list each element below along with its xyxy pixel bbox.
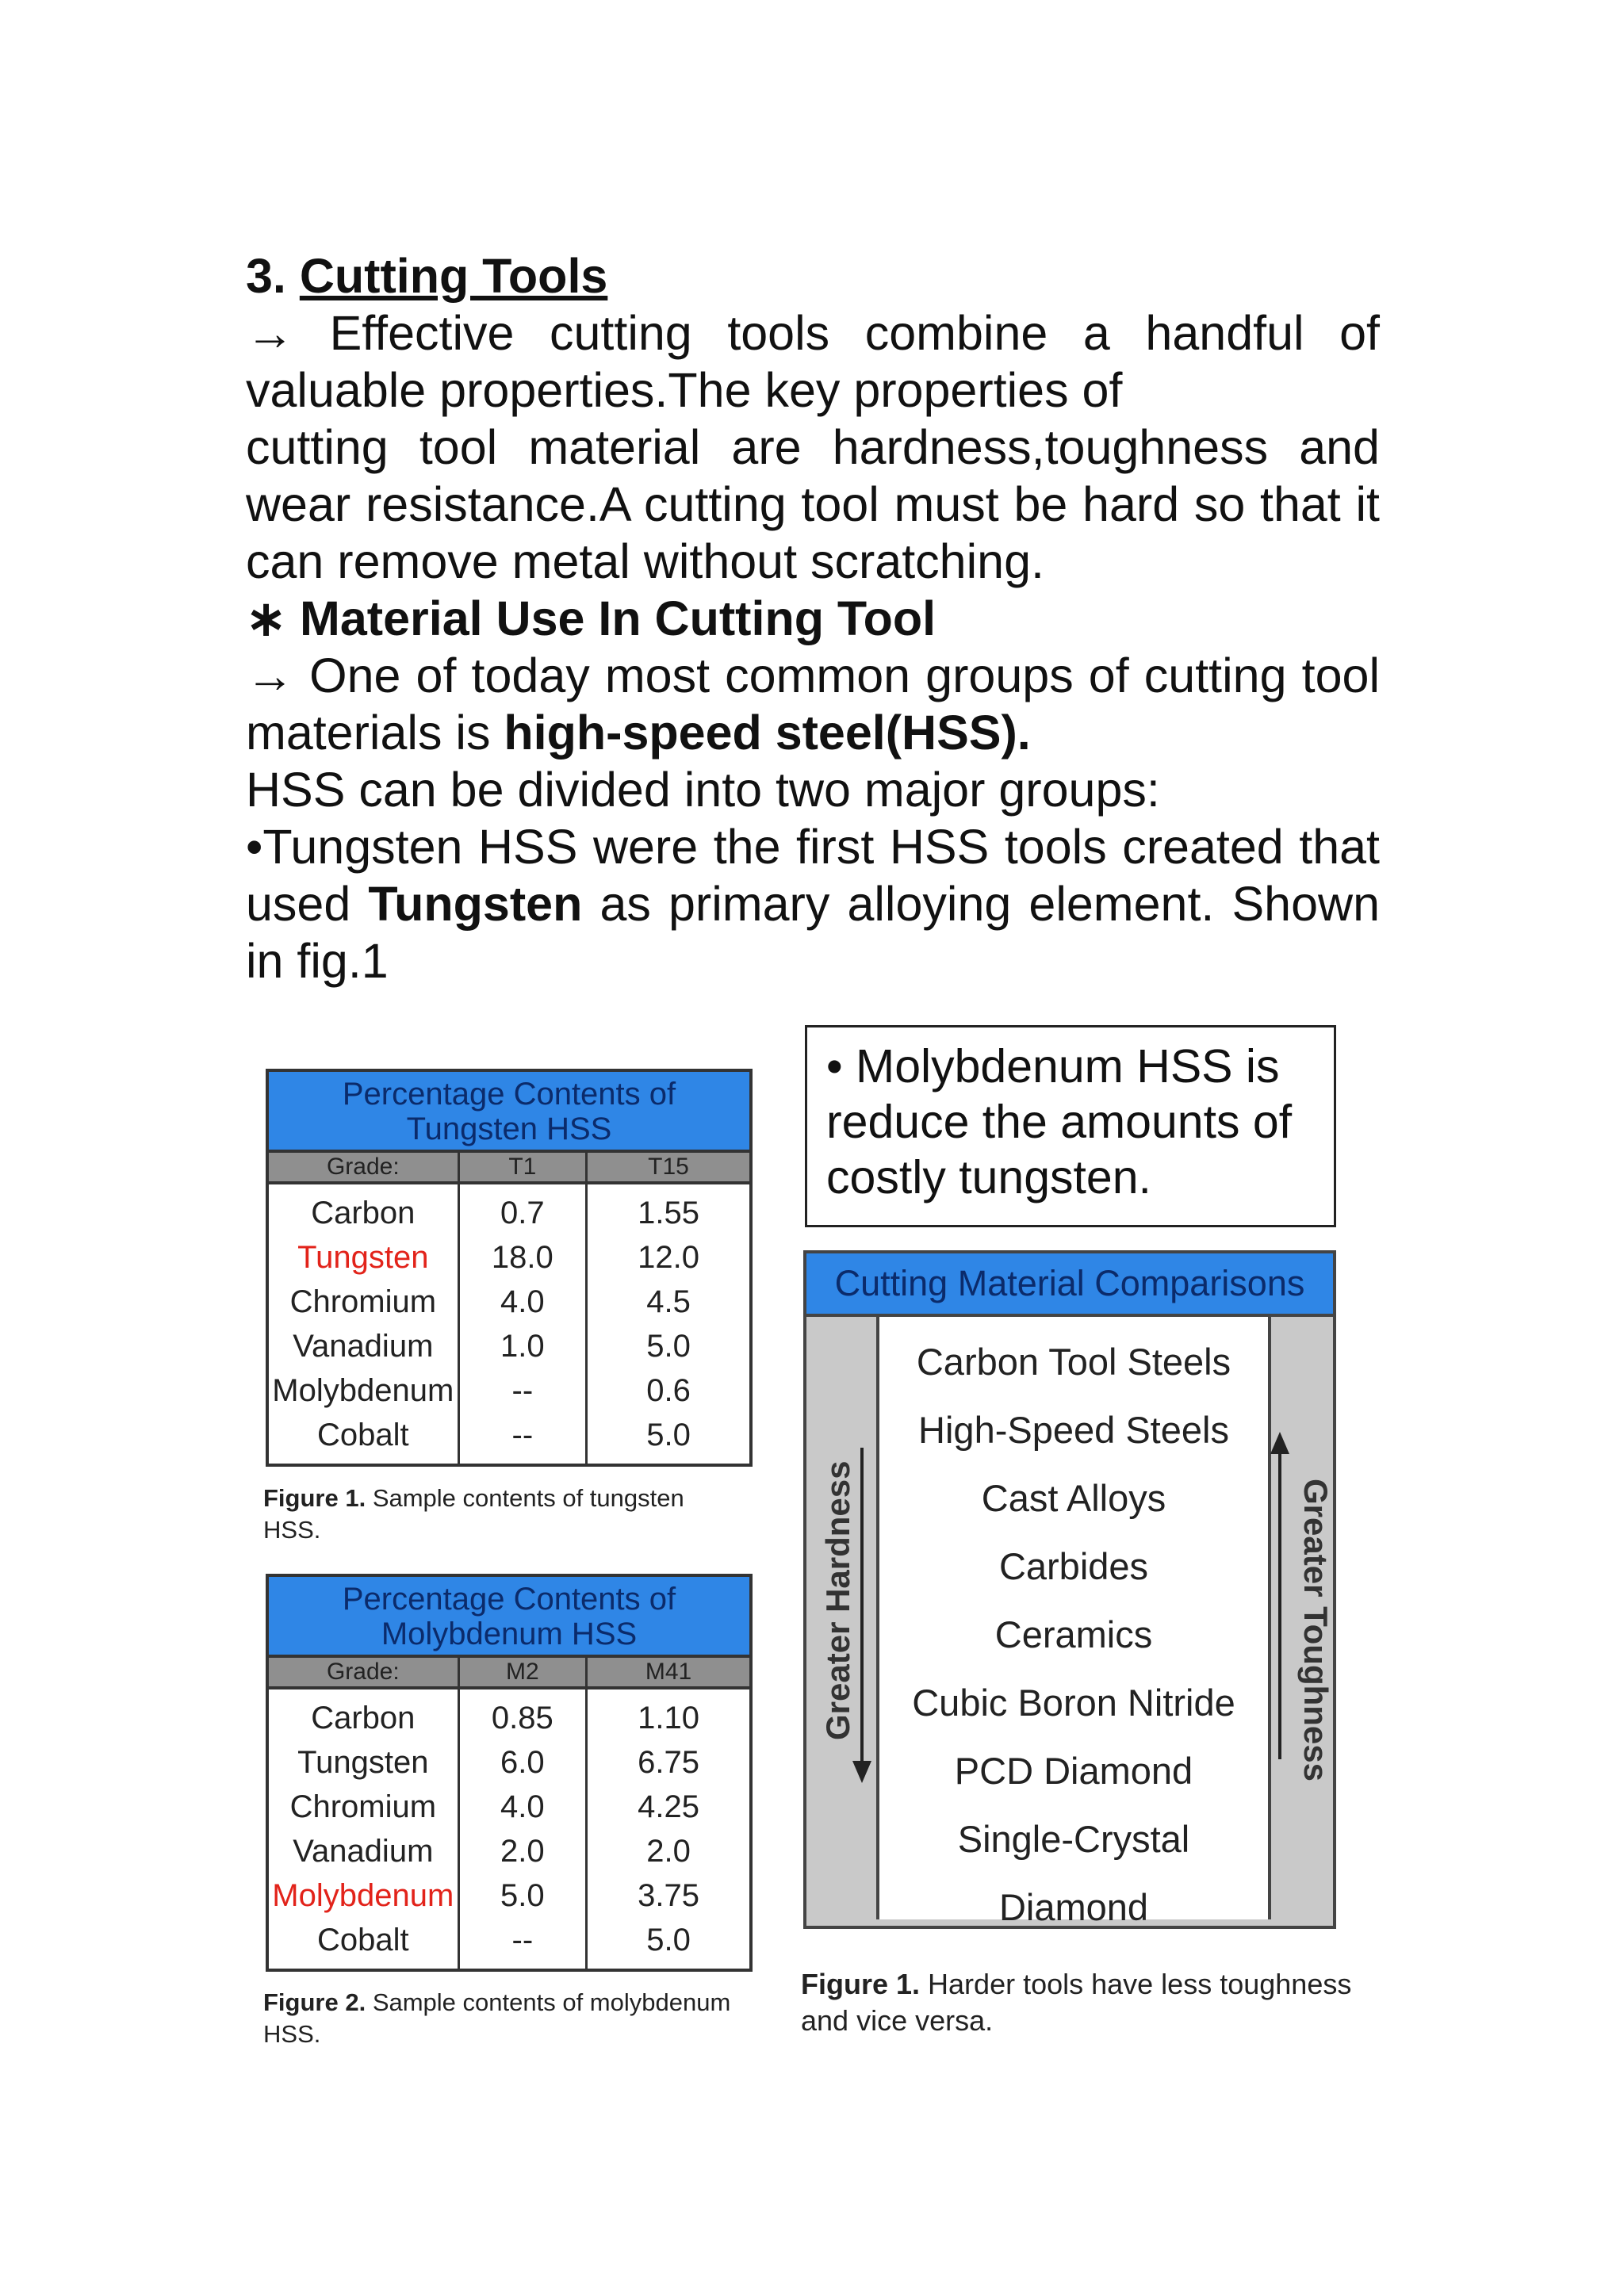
table-cell: 6.75 [638, 1745, 699, 1780]
list-item: Ceramics [994, 1613, 1153, 1655]
table-cell: Chromium [289, 1284, 437, 1319]
body-line-1: → One of today most common groups of cutting tool [246, 649, 1380, 702]
table-cell: 5.0 [646, 1418, 691, 1452]
toughness-arrow-line [1278, 1450, 1281, 1759]
list-item: Carbides [998, 1545, 1149, 1587]
list-item: PCD Diamond [954, 1750, 1193, 1792]
table-header-row: Grade: T1 T15 [269, 1153, 749, 1184]
body-line-5: used Tungsten as primary alloying element. Shown [246, 877, 1380, 931]
intro-line-1: → Effective cutting tools combine a handful of [246, 306, 1380, 360]
list-item: Cast Alloys [981, 1477, 1166, 1519]
table-cell: 5.0 [500, 1878, 545, 1913]
figure-1-caption: Figure 1. Sample contents of tungsten HSS. [263, 1484, 684, 1544]
table-cell: Cobalt [317, 1923, 409, 1957]
section-heading [246, 247, 1380, 304]
tungsten-hss-table [266, 1069, 753, 1467]
table-cell: Carbon [311, 1196, 416, 1230]
table-cell: 6.0 [500, 1745, 545, 1780]
list-item: Cubic Boron Nitride [912, 1682, 1235, 1724]
section-number: 3. [246, 249, 286, 303]
table-title: Percentage Contents of Molybdenum HSS [269, 1577, 749, 1658]
figure-2-caption: Figure 2. Sample contents of molybdenum HSS. [263, 1988, 731, 2048]
comparison-caption: Figure 1. Harder tools have less toughness and vice versa. [801, 1968, 1352, 2037]
table-cell-highlight: Tungsten [297, 1240, 429, 1275]
table-cell: 3.75 [638, 1878, 699, 1913]
table-cell: 1.55 [638, 1196, 699, 1230]
table-cell: 4.0 [500, 1284, 545, 1319]
table-body [269, 1184, 749, 1464]
table-cell: Vanadium [293, 1834, 434, 1869]
list-item: High-Speed Steels [918, 1409, 1229, 1451]
table-cell: Tungsten [297, 1745, 429, 1780]
table-cell: 2.0 [646, 1834, 691, 1869]
table-cell: Cobalt [317, 1418, 409, 1452]
greater-toughness-label: Greater Toughness [1297, 1479, 1335, 1781]
table-cell: 12.0 [638, 1240, 699, 1275]
table-header-row: Grade: M2 M41 [269, 1658, 749, 1689]
table-cell: 18.0 [491, 1240, 553, 1275]
table-cell: 5.0 [646, 1329, 691, 1364]
intro-line-3: cutting tool material are hardness,toughness and [246, 420, 1380, 474]
comparison-list [876, 1317, 1271, 1928]
section-title: Cutting Tools [299, 249, 608, 303]
intro-line-5: can remove metal without scratching. [246, 534, 1044, 588]
greater-hardness-label: Greater Hardness [819, 1460, 856, 1740]
table-cell-highlight: Molybdenum [272, 1878, 454, 1913]
table-cell: -- [511, 1923, 534, 1957]
table-cell: Vanadium [293, 1329, 434, 1364]
subheading: ∗ Material Use In Cutting Tool [246, 591, 936, 645]
table-cell: 1.10 [638, 1701, 699, 1735]
table-cell: 4.25 [638, 1789, 699, 1824]
list-item: Single-Crystal Diamond [957, 1818, 1190, 1928]
table-cell: Chromium [289, 1789, 437, 1824]
table-cell: 0.7 [500, 1196, 545, 1230]
body-line-6: in fig.1 [246, 934, 389, 988]
table-cell: 4.0 [500, 1789, 545, 1824]
table-body [269, 1689, 749, 1969]
body-line-4: •Tungsten HSS were the first HSS tools created that [246, 820, 1380, 874]
cutting-material-comparison [803, 1250, 1336, 1929]
intro-line-2: valuable properties.The key properties of [246, 363, 1123, 417]
molybdenum-callout: • Molybdenum HSS is reduce the amounts of costly tungsten. [805, 1025, 1336, 1227]
table-title: Percentage Contents of Tungsten HSS [269, 1072, 749, 1153]
table-cell: 1.0 [500, 1329, 545, 1364]
arrow-down-icon [852, 1761, 871, 1783]
table-cell: 4.5 [646, 1284, 691, 1319]
table-cell: 5.0 [646, 1923, 691, 1957]
molybdenum-hss-table [266, 1574, 753, 1972]
table-cell: 0.85 [491, 1701, 553, 1735]
table-cell: Molybdenum [272, 1373, 454, 1408]
arrow-up-icon [1270, 1432, 1289, 1454]
table-cell: 0.6 [646, 1373, 691, 1408]
hardness-arrow-line [860, 1448, 864, 1765]
main-text [246, 247, 1380, 989]
body-line-3: HSS can be divided into two major groups: [246, 763, 1160, 817]
comparison-title: Cutting Material Comparisons [806, 1253, 1333, 1317]
intro-line-4: wear resistance.A cutting tool must be hard so that it [246, 477, 1380, 531]
table-cell: 2.0 [500, 1834, 545, 1869]
list-item: Carbon Tool Steels [916, 1341, 1231, 1383]
table-cell: Carbon [311, 1701, 416, 1735]
body-line-2: materials is high-speed steel(HSS). [246, 706, 1031, 760]
table-cell: -- [511, 1418, 534, 1452]
table-cell: -- [511, 1373, 534, 1408]
